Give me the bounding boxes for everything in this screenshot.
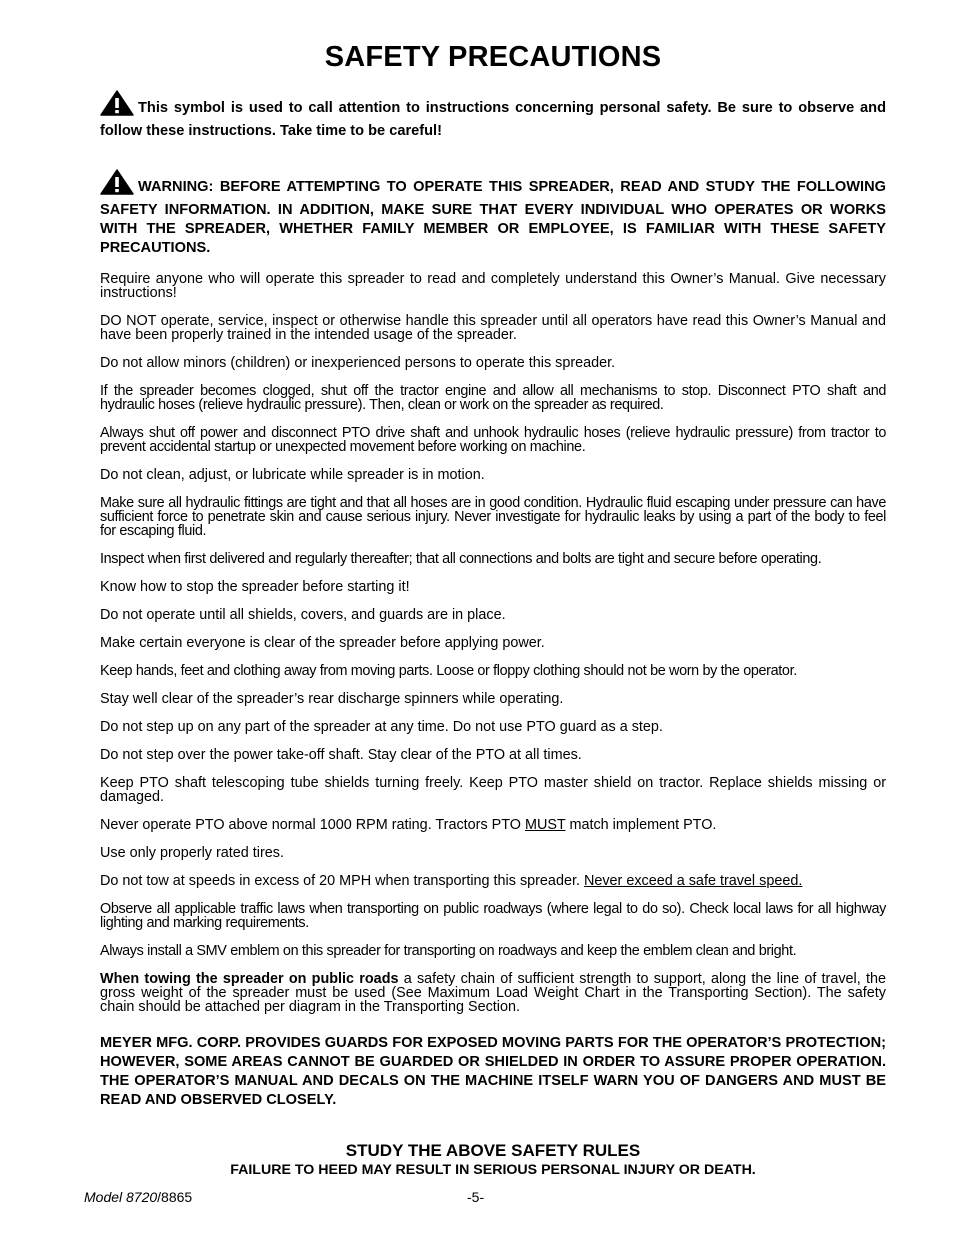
safety-symbol-note [100,90,886,141]
rule-12: Keep hands, feet and clothing away from moving parts. Loose or floppy clothing should not be worn by the operator. [100,663,797,679]
rule-22-bold-lead: When towing the spreader on public roads [100,971,399,987]
rule-22 [100,972,886,1014]
guard-notice: MEYER MFG. CORP. PROVIDES GUARDS FOR EXPOSED MOVING PARTS FOR THE OPERATOR’S PROTECTION; HOWEVER, SOME AREAS CANNOT BE GUARDED OR SHIELDED IN ORDER TO ASSURE PROPER OPERATION. THE OPERATOR’S MANUAL AND DECALS ON THE MACHINE ITSELF WARN YOU OF DANGERS AND MUST BE READ AND OBSERVED CLOSELY. [100,1035,886,1108]
page-number: -5- [467,1189,485,1205]
rule-2: DO NOT operate, service, inspect or otherwise handle this spreader until all operators have read this Owner’s Manual and have been properly trained in the intended usage of the spreader. [100,313,886,343]
rule-8: Inspect when first delivered and regularly thereafter; that all connections and bolts are tight and secure before operating. [100,551,822,567]
rule-18: Use only properly rated tires. [100,845,284,861]
footer-model [84,1189,192,1205]
rule-21: Always install a SMV emblem on this spreader for transporting on roadways and keep the emblem clean and bright. [100,943,797,959]
rule-6: Do not clean, adjust, or lubricate while spreader is in motion. [100,467,485,483]
rule-19-text: Do not tow at speeds in excess of 20 MPH when transporting this spreader. [100,873,584,889]
safe-speed-emphasis: Never exceed a safe travel speed. [583,873,803,889]
study-heading: STUDY THE ABOVE SAFETY RULES [345,1141,641,1160]
rule-11: Make certain everyone is clear of the spreader before applying power. [100,635,545,651]
rule-3: Do not allow minors (children) or inexperienced persons to operate this spreader. [100,355,616,371]
rule-16: Keep PTO shaft telescoping tube shields turning freely. Keep PTO master shield on tractor. Replace shields missing or damaged. [100,775,886,805]
manual-page [100,38,886,1179]
page-title: SAFETY PRECAUTIONS [324,41,662,73]
symbol-note-text: This symbol is used to call attention to instructions concerning personal safety. Be sure to observe and follow these instructions. Take time to be careful! [100,100,886,139]
rule-22-text: a safety chain of sufficient strength to support, along the line of travel, the gross weight of the spreader must be used (See Maximum Load Weight Chart in the Transporting Section). The safety chain should be attached per diagram in the Transporting Section. [100,971,886,1015]
rule-5: Always shut off power and disconnect PTO drive shaft and unhook hydraulic hoses (relieve hydraulic pressure) from tractor to prevent accidental startup or unexpected movement before working on machine. [100,425,886,455]
rule-15: Do not step over the power take-off shaft. Stay clear of the PTO at all times. [100,747,582,763]
model-label: Model 8720 [84,1189,158,1205]
rule-10: Do not operate until all shields, covers, and guards are in place. [100,607,506,623]
safety-rules [100,272,886,1014]
warning-note-text: WARNING: BEFORE ATTEMPTING TO OPERATE THIS SPREADER, READ AND STUDY THE FOLLOWING SAFETY INFORMATION. IN ADDITION, MAKE SURE THAT EVERY INDIVIDUAL WHO OPERATES OR WORKS WITH THE SPREADER, WHETHER FAMILY MEMBER OR EMPLOYEE, IS FAMILIAR WITH THESE SAFETY PRECAUTIONS. [100,179,886,256]
warning-note [100,169,886,258]
must-emphasis: MUST [524,817,566,833]
rule-4: If the spreader becomes clogged, shut off the tractor engine and allow all mechanisms to stop. Disconnect PTO shaft and hydraulic hoses (relieve hydraulic pressure). Then, clean or work on the spreader as required. [100,383,886,413]
model-suffix: /8865 [157,1189,193,1205]
rule-1: Require anyone who will operate this spreader to read and completely understand this Owner’s Manual. Give necessary instructions! [100,271,886,301]
rule-7: Make sure all hydraulic fittings are tight and that all hoses are in good condition. Hydraulic fluid escaping under pressure can have sufficient force to penetrate skin and cause serious injury. Never investigate for hydraulic leaks by using a part of the body to feel for escaping fluid. [100,495,886,539]
rule-17-text-b: match implement PTO. [565,817,717,833]
warning-triangle-icon [100,169,134,201]
rule-9: Know how to stop the spreader before starting it! [100,579,410,595]
rule-19 [100,874,886,888]
rule-17-text-a: Never operate PTO above normal 1000 RPM rating. Tractors PTO [100,817,525,833]
rule-20: Observe all applicable traffic laws when transporting on public roadways (where legal to do so). Check local laws for all highway lighting and marking requirements. [100,901,886,931]
rule-13: Stay well clear of the spreader’s rear discharge spinners while operating. [100,691,564,707]
warning-triangle-icon [100,90,134,122]
failure-warning: FAILURE TO HEED MAY RESULT IN SERIOUS PERSONAL INJURY OR DEATH. [230,1162,756,1178]
rule-17 [100,818,886,832]
rule-14: Do not step up on any part of the spreader at any time. Do not use PTO guard as a step. [100,719,663,735]
